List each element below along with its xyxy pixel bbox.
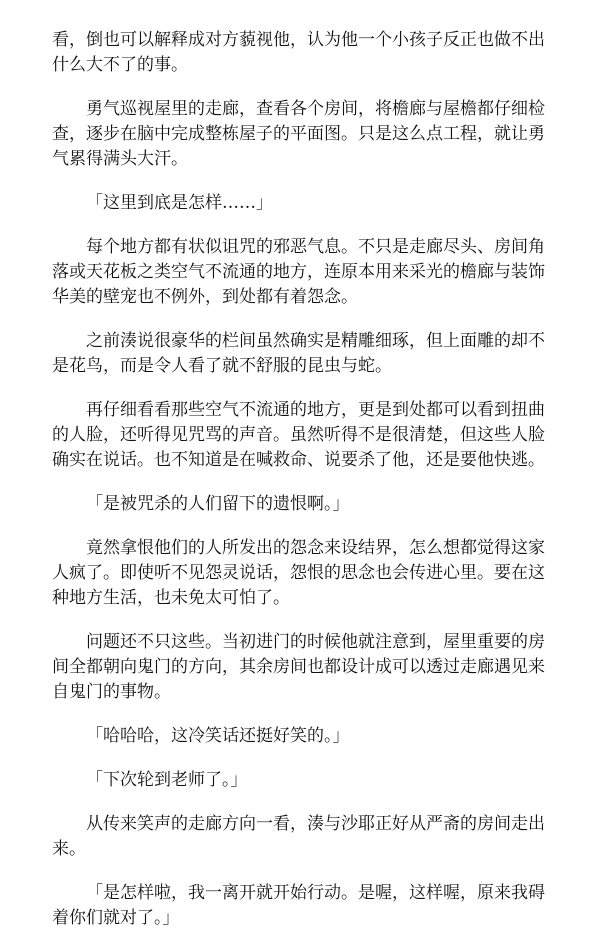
text-line: 华美的壁宠也不例外，到处都有着怨念。 — [52, 287, 358, 307]
text-line: 从传来笑声的走廊方向一看，湊与沙耶正好从严斋的房间走出 — [86, 814, 545, 834]
text-line: 着你们就对了。」 — [52, 908, 180, 928]
text-line: 问题还不只这些。当初进门的时候他就注意到，屋里重要的房 — [86, 632, 545, 652]
text-line: 自鬼门的事物。 — [52, 682, 171, 702]
paragraph — [52, 329, 572, 379]
paragraph — [52, 97, 572, 172]
paragraph — [52, 536, 572, 611]
text-line: 每个地方都有状似诅咒的邪恶气息。不只是走廊尽头、房间角 — [86, 237, 545, 257]
text-line: 看，倒也可以解释成对方藐视他，认为他一个小孩子反正也做不出 — [52, 30, 545, 50]
text-line: 竟然拿恨他们的人所发出的怨念来设结界，怎么想都觉得这家 — [86, 538, 545, 558]
dialogue-line — [52, 191, 572, 216]
text-line: 是花鸟，而是令人看了就不舒服的昆虫与蛇。 — [52, 356, 392, 376]
paragraph — [52, 398, 572, 473]
text-line: 「下次轮到老师了。」 — [86, 770, 248, 790]
text-line: 种地方生活，也未免太可怕了。 — [52, 588, 290, 608]
dialogue-line — [52, 492, 572, 517]
paragraph-continuation — [52, 28, 572, 78]
dialogue-line — [52, 724, 572, 749]
text-line: 落或天花板之类空气不流通的地方，连原本用来采光的檐廊与装饰 — [52, 262, 545, 282]
text-line: 间全都朝向鬼门的方向，其余房间也都设计成可以透过走廊遇见来 — [52, 657, 545, 677]
paragraph — [52, 235, 572, 310]
text-line: 之前湊说很豪华的栏间虽然确实是精雕细琢，但上面雕的却不 — [86, 331, 545, 351]
text-line: 「是怎样啦，我一离开就开始行动。是喔，这样喔，原来我碍 — [86, 883, 545, 903]
text-line: 气累得满头大汗。 — [52, 149, 188, 169]
text-line: 再仔细看看那些空气不流通的地方，更是到处都可以看到扭曲 — [86, 400, 545, 420]
paragraph — [52, 630, 572, 705]
dialogue-line — [52, 768, 572, 793]
body-text — [52, 28, 572, 950]
dialogue-line — [52, 881, 572, 931]
text-line: 查，逐步在脑中完成整栋屋子的平面图。只是这么点工程，就让勇 — [52, 124, 545, 144]
text-line: 确实在说话。也不知道是在喊救命、说要杀了他，还是要他快逃。 — [52, 450, 545, 470]
text-line: 「这里到底是怎样……」 — [86, 193, 273, 213]
text-line: 「哈哈哈，这冷笑话还挺好笑的。」 — [86, 726, 350, 746]
text-line: 勇气巡视屋里的走廊，查看各个房间，将檐廊与屋檐都仔细检 — [86, 99, 545, 119]
text-line: 「是被咒杀的人们留下的遗恨啊。」 — [86, 494, 350, 514]
text-line: 的人脸，还听得见咒骂的声音。虽然听得不是很清楚，但这些人脸 — [52, 425, 545, 445]
text-line: 人疯了。即使听不见怨灵说话，怨恨的思念也会传进心里。要在这 — [52, 563, 545, 583]
paragraph — [52, 812, 572, 862]
text-line: 什么大不了的事。 — [52, 55, 188, 75]
text-line: 来。 — [52, 839, 86, 859]
